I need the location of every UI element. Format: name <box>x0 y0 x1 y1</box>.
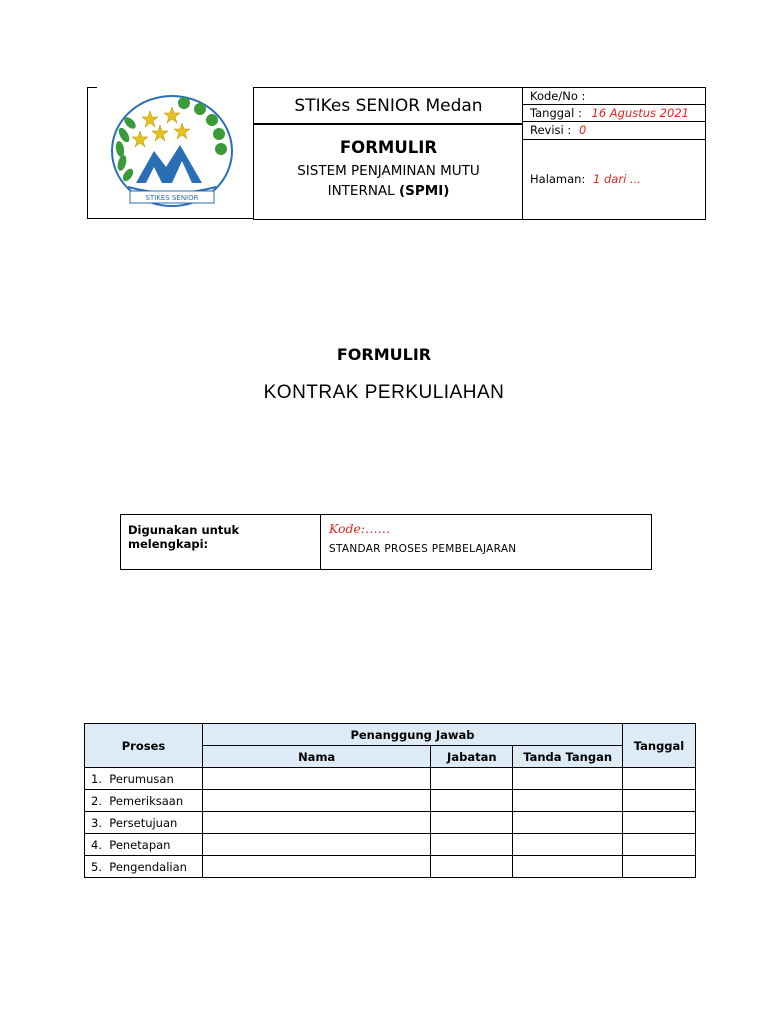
table-row <box>85 856 696 878</box>
process-number: 1. <box>91 771 102 786</box>
revisi-value: 0 <box>578 123 587 137</box>
tanda-tangan-cell[interactable] <box>513 834 623 856</box>
nama-cell[interactable] <box>202 834 430 856</box>
nama-cell[interactable] <box>202 856 430 878</box>
process-label: Pengendalian <box>109 859 187 874</box>
col-tanda-tangan: Tanda Tangan <box>513 746 623 768</box>
table-row <box>85 790 696 812</box>
document-title: KONTRAK PERKULIAHAN <box>263 382 505 403</box>
process-cell <box>85 834 203 856</box>
process-cell <box>85 768 203 790</box>
process-number: 2. <box>91 793 102 808</box>
header-form-title: FORMULIR <box>339 138 438 157</box>
col-nama: Nama <box>202 746 430 768</box>
usage-box <box>120 514 652 570</box>
kode-label: Kode/No : <box>530 89 586 103</box>
col-proses: Proses <box>85 724 203 768</box>
tanda-tangan-cell[interactable] <box>513 812 623 834</box>
halaman-value: 1 dari ... <box>593 172 641 186</box>
usage-content <box>322 515 651 569</box>
tanda-tangan-cell[interactable] <box>513 856 623 878</box>
col-penanggung-jawab: Penanggung Jawab <box>202 724 622 746</box>
form-system-cell <box>253 123 523 220</box>
document-meta-cell <box>522 87 706 220</box>
tanggal-label: Tanggal : <box>530 106 582 120</box>
process-label: Persetujuan <box>109 815 178 830</box>
nama-cell[interactable] <box>202 768 430 790</box>
jabatan-cell[interactable] <box>431 856 513 878</box>
logo-ribbon-text: STIKES SENIOR <box>145 194 199 202</box>
usage-label: Digunakan untuk melengkapi: <box>121 515 321 569</box>
jabatan-cell[interactable] <box>431 790 513 812</box>
table-row <box>85 834 696 856</box>
process-number: 5. <box>91 859 102 874</box>
tanda-tangan-cell[interactable] <box>513 768 623 790</box>
jabatan-cell[interactable] <box>431 768 513 790</box>
meta-tanggal-row <box>523 105 705 122</box>
tanggal-cell[interactable] <box>623 856 696 878</box>
process-cell <box>85 790 203 812</box>
jabatan-cell[interactable] <box>431 834 513 856</box>
process-cell <box>85 812 203 834</box>
process-number: 3. <box>91 815 102 830</box>
jabatan-cell[interactable] <box>431 812 513 834</box>
approval-header-row <box>85 724 696 746</box>
process-label: Penetapan <box>109 837 171 852</box>
usage-standard: STANDAR PROSES PEMBELAJARAN <box>329 543 517 555</box>
tanggal-cell[interactable] <box>623 812 696 834</box>
institution-name: STIKes SENIOR Medan <box>294 96 483 116</box>
nama-cell[interactable] <box>202 812 430 834</box>
tanda-tangan-cell[interactable] <box>513 790 623 812</box>
institution-logo <box>88 87 254 218</box>
system-line-2-prefix: INTERNAL <box>327 183 399 199</box>
document-label: FORMULIR <box>336 345 432 364</box>
system-line-2-abbrev: (SPMI) <box>398 183 450 199</box>
process-label: Pemeriksaan <box>109 793 184 808</box>
header-corner-line <box>87 87 97 88</box>
tanggal-cell[interactable] <box>623 834 696 856</box>
revisi-label: Revisi : <box>530 123 572 137</box>
institution-name-cell <box>253 87 523 125</box>
usage-kode: Kode:…… <box>329 521 391 536</box>
col-tanggal: Tanggal <box>623 724 696 768</box>
tanggal-cell[interactable] <box>623 768 696 790</box>
process-label: Perumusan <box>109 771 174 786</box>
tanggal-value: 16 Agustus 2021 <box>591 106 689 120</box>
approval-table <box>84 723 696 878</box>
system-line-1: SISTEM PENJAMINAN MUTU <box>297 163 480 179</box>
table-row <box>85 812 696 834</box>
tanggal-cell[interactable] <box>623 790 696 812</box>
nama-cell[interactable] <box>202 790 430 812</box>
system-name <box>254 161 523 201</box>
halaman-label: Halaman: <box>530 172 586 186</box>
meta-halaman-row <box>523 172 641 186</box>
process-cell <box>85 856 203 878</box>
col-jabatan: Jabatan <box>431 746 513 768</box>
process-number: 4. <box>91 837 102 852</box>
table-row <box>85 768 696 790</box>
header-logo-cell <box>87 87 254 219</box>
meta-kode-row <box>523 88 705 105</box>
meta-revisi-row <box>523 122 705 140</box>
